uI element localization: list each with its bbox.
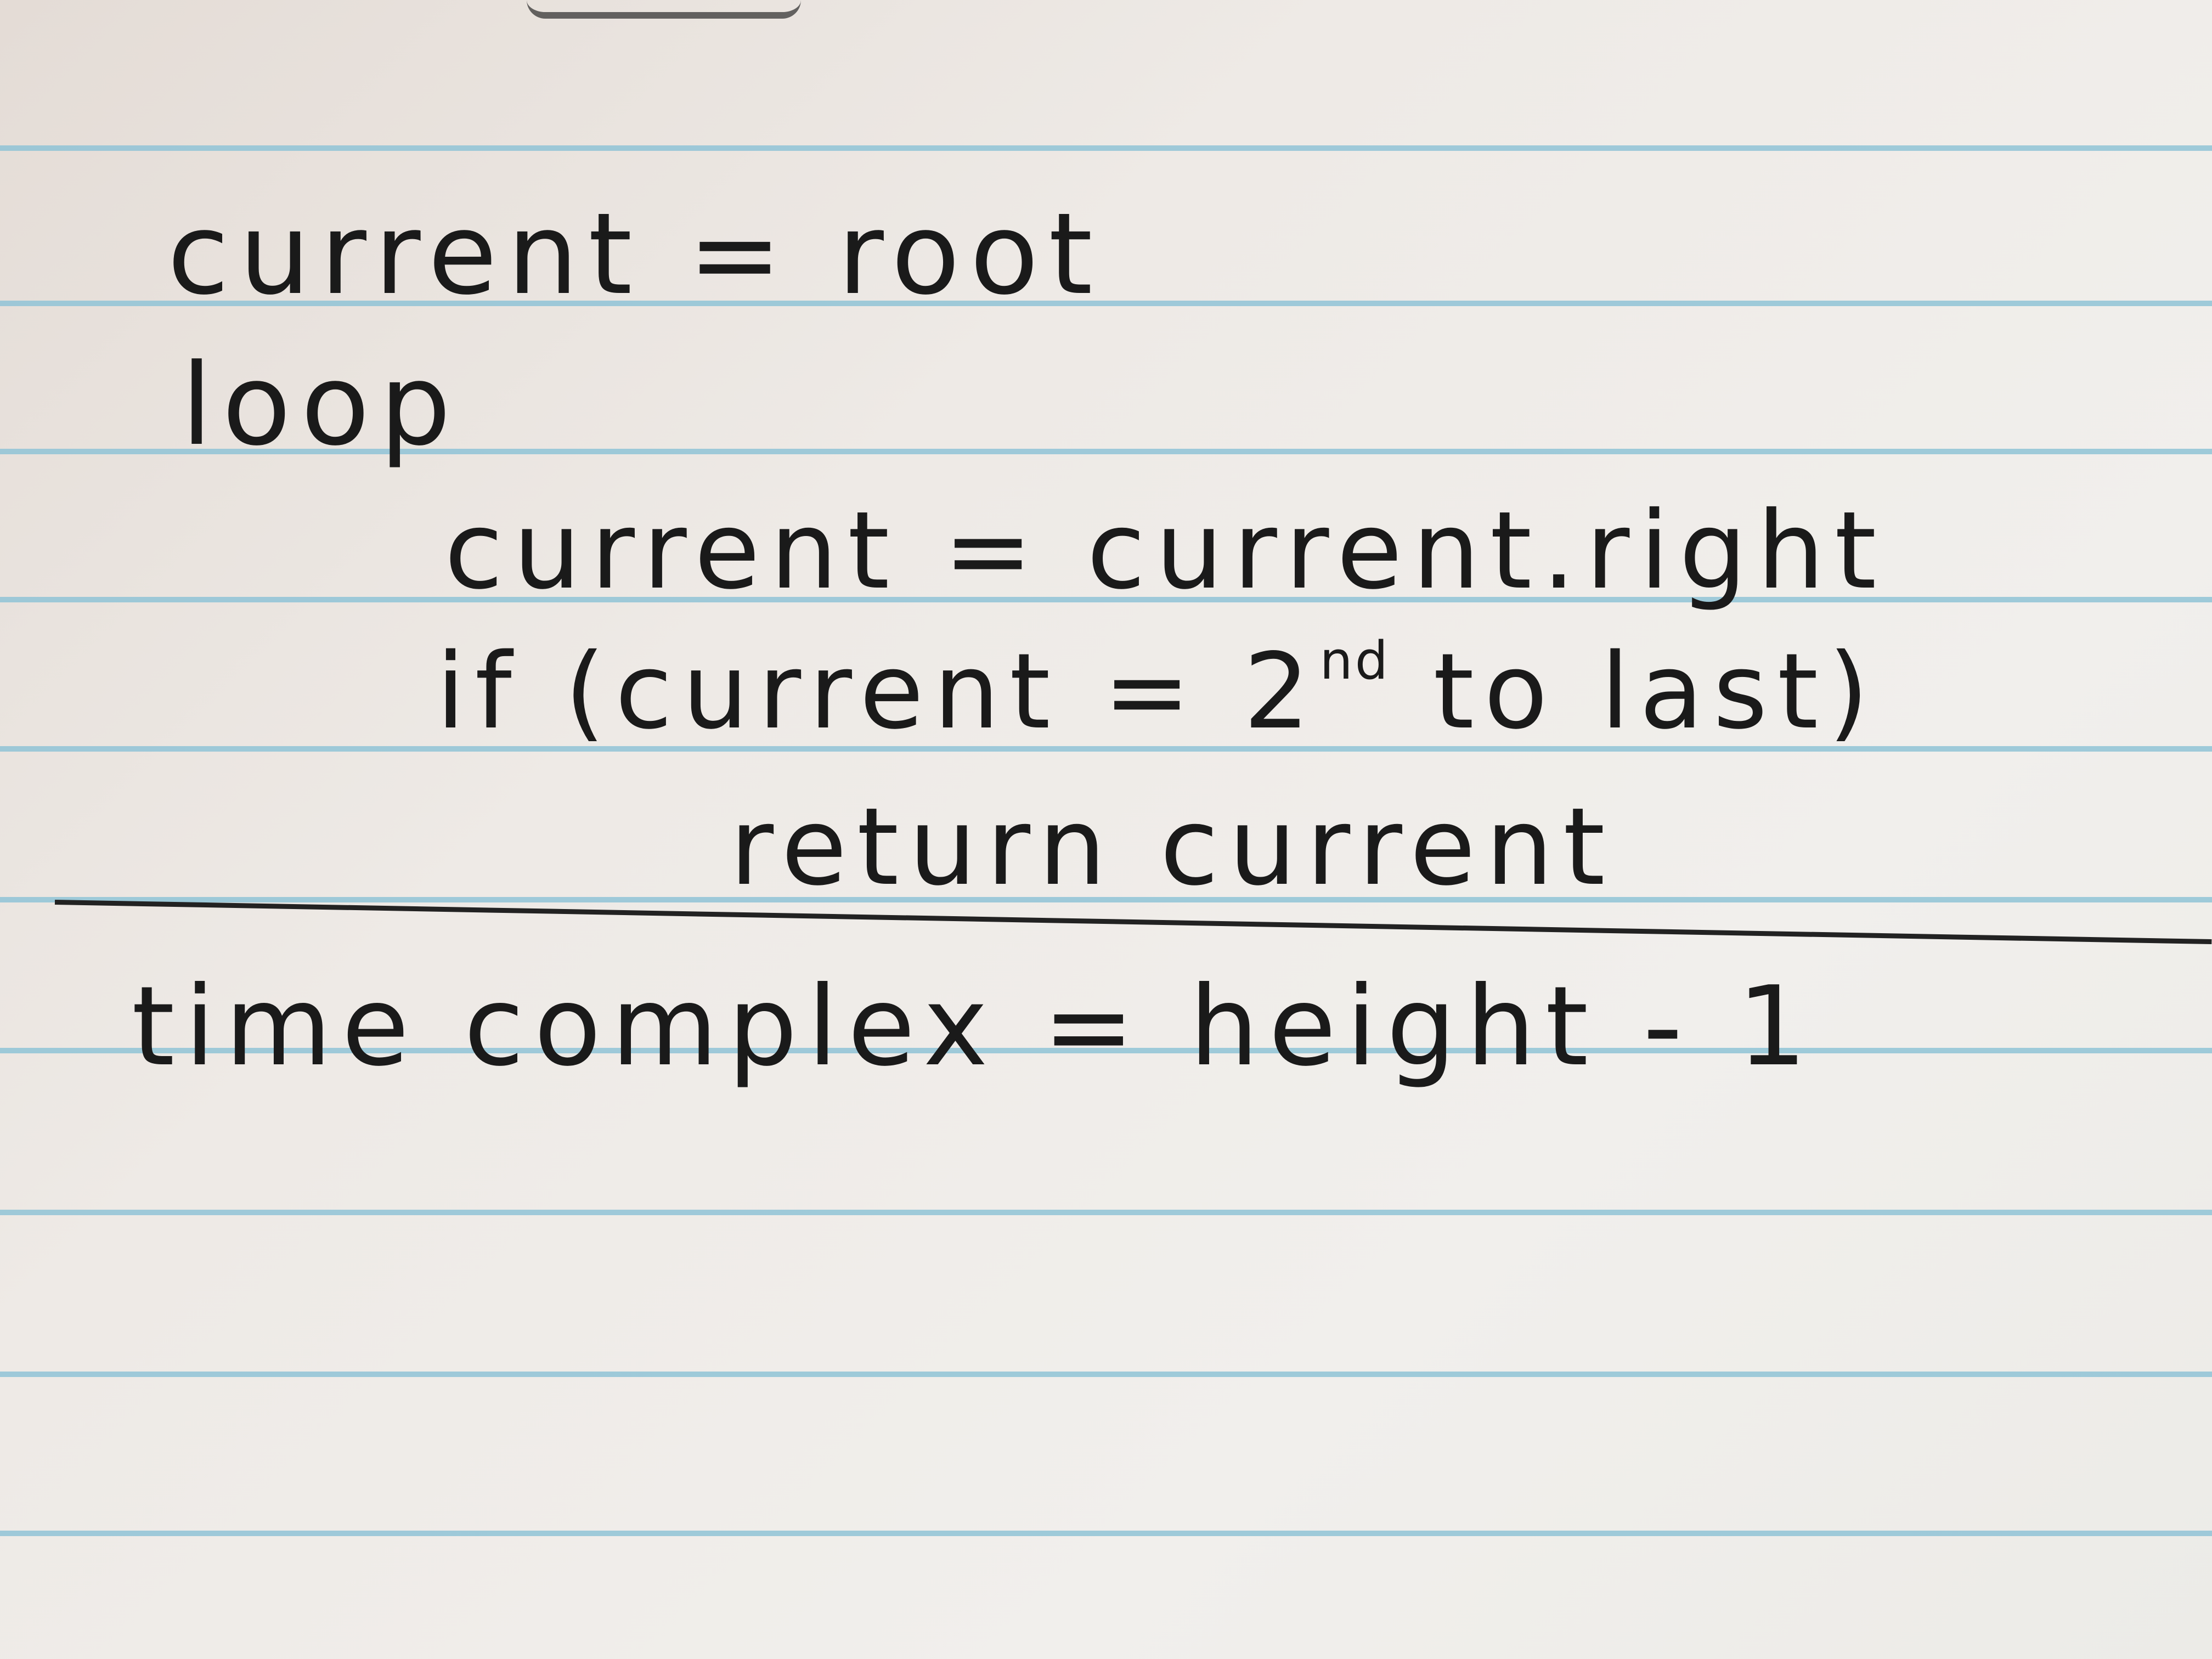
rule-line: [0, 145, 2212, 151]
rule-line: [0, 1531, 2212, 1536]
if-condition-end: to last): [1390, 631, 1879, 752]
handwritten-line-return: return current: [730, 785, 1615, 909]
previous-text-fragment: [527, 0, 801, 19]
rule-line: [0, 1372, 2212, 1377]
handwritten-line-loop: loop: [181, 340, 461, 471]
rule-line: [0, 1210, 2212, 1215]
handwritten-line-current-root: current = root: [167, 189, 1103, 320]
if-condition-start: if (current = 2: [436, 631, 1320, 752]
handwritten-line-current-right: current = current.right: [444, 488, 1887, 613]
handwritten-line-if-condition: [436, 631, 1878, 752]
handwritten-line-time-complexity: time complex = height - 1: [132, 963, 1817, 1091]
ordinal-suffix: nd: [1319, 630, 1390, 691]
